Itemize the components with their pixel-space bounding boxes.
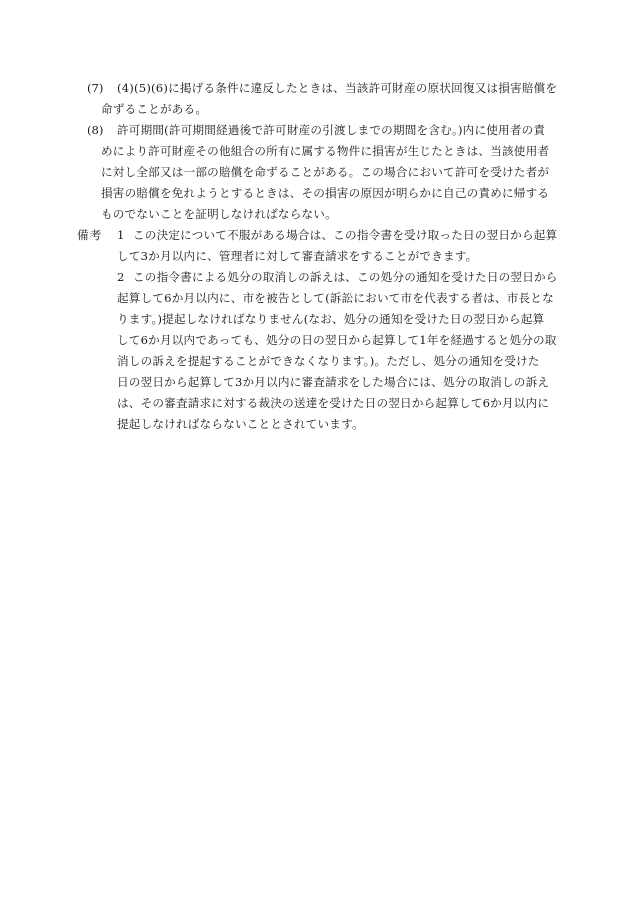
remark-note-2-line-4: して6か月以内であっても、処分の日の翌日から起算して1年を経過すると処分の取: [117, 333, 557, 347]
item-7-number: (7): [87, 81, 104, 95]
remark-note-2-line-1: この指令書による処分の取消しの訴えは、この処分の通知を受けた日の翌日から: [133, 270, 558, 284]
remark-note-1-number: 1: [117, 228, 125, 242]
remark-note-2-line-7: は、その審査請求に対する裁決の送達を受けた日の翌日から起算して6か月以内に: [117, 396, 550, 410]
remark-note-2-line-6: 日の翌日から起算して3か月以内に審査請求をした場合には、処分の取消しの訴え: [117, 375, 550, 389]
item-8-number: (8): [87, 123, 104, 137]
remark-note-2-line-2: 起算して6か月以内に、市を被告として(訴訟において市を代表する者は、市長とな: [117, 291, 554, 305]
remark-note-1-line-2: して3か月以内に、管理者に対して審査請求をすることができます。: [117, 249, 478, 263]
item-7-line-2: 命ずることがある。: [101, 102, 208, 116]
remark-note-2-line-5: 消しの訴えを提起することができなくなります。)。ただし、処分の通知を受けた: [117, 354, 540, 368]
remarks-label: 備考: [77, 228, 103, 242]
remark-note-2-number: 2: [117, 270, 125, 284]
item-8-line-1: 許可期間(許可期間経過後で許可財産の引渡しまでの期間を含む。)内に使用者の責: [117, 123, 546, 137]
remark-note-1-line-1: この決定について不服がある場合は、この指令書を受け取った日の翌日から起算: [133, 228, 558, 242]
item-8-line-4: 損害の賠償を免れようとするときは、その損害の原因が明らかに自己の責めに帰する: [101, 186, 550, 200]
remark-note-2-line-3: ります。)提起しなければなりません(なお、処分の通知を受けた日の翌日から起算: [117, 312, 545, 326]
item-8-line-2: めにより許可財産その他組合の所有に属する物件に損害が生じたときは、当該使用者: [101, 144, 550, 158]
remark-note-2-line-8: 提起しなければならないこととされています。: [117, 417, 364, 431]
item-8-line-5: ものでないことを証明しなければならない。: [101, 207, 337, 221]
item-7-line-1: (4)(5)(6)に掲げる条件に違反したときは、当該許可財産の原状回復又は損害賠償を: [117, 81, 558, 95]
item-8-line-3: に対し全部又は一部の賠償を命ずることがある。この場合において許可を受けた者が: [101, 165, 550, 179]
